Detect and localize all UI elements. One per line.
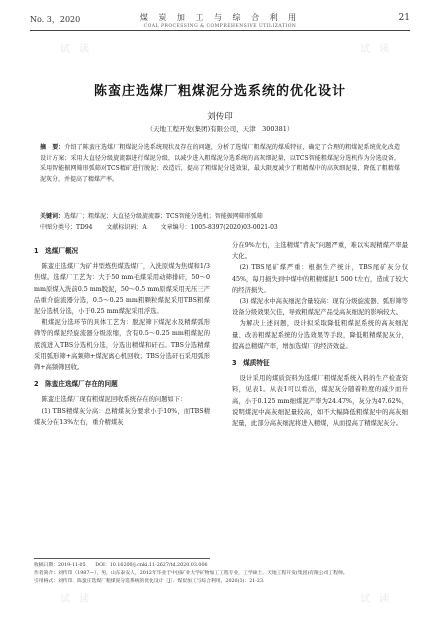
journal-issue: No. 3，2020 [30, 15, 81, 24]
footnote-received: 收稿日期：2019-11-05 DOI：10.16200/j.cnki.11-2627/td.2020.03.006 [34, 563, 208, 568]
footnotes [34, 562, 410, 586]
body-paragraph: 分在9%左右，主选精煤“背灰”问题严重，难以实现精煤产率最大化。 [232, 242, 408, 261]
body-paragraph: (1) TBS精煤灰分高：总精煤灰分要求小于10%，而TBS精煤灰分在13%左右，重介精煤灰 [34, 407, 210, 426]
keywords-label: 关键词： [40, 213, 65, 220]
left-column [34, 240, 210, 428]
body-paragraph: 陈蛮庄选煤厂现有粗煤泥回收系统存在的问题如下： [41, 396, 187, 404]
body-paragraph: 为解决上述问题，设计拟采取降低粗煤泥系统的高灰细泥量、改善粗煤泥系统的分选效果等手段，降低粗精煤泥灰分，提高总精煤产率，增加选煤厂的经济效益。 [232, 320, 408, 350]
body-paragraph: 陈蛮庄选煤厂为矿井型炼焦煤选煤厂，入洗原煤为焦煤和1/3焦煤。选煤厂工艺为：大于50 mm毛煤采用动筛排矸，50～0 mm原煤入洗前0.5 mm脱泥，50～0.5 mm原煤采用无压三产品重介旋流器分选，0.5～0.25 mm粗颗粒煤泥采用TBS粗煤泥分选机分选，小于0.25 mm煤泥采用浮选。 [34, 263, 210, 316]
footnote-author-bio: 作者简介：刘传印（1987—），男，山东泰安人，2012年毕业于中国矿业大学矿物加工工程专业，工学硕士，天地工程开发(集团)有限公司工程师。 [34, 571, 348, 576]
right-column [232, 240, 408, 429]
watermark: 试 读 [360, 44, 393, 55]
page-number: 21 [398, 13, 410, 23]
body-paragraph: 设计采用的煤质资料为选煤厂粗煤泥系统入料的生产检查资料，见表1。从表1可以看出，煤泥灰分随着粒度的减少而升高，小于0.125 mm细煤泥产率为24.47%，灰分为47.62%，说明煤泥中高灰细泥量较高，如不大幅降低粗煤泥中的高灰细泥量，此部分高灰细泥将进入精煤，从而提高了精煤泥灰分。 [232, 375, 408, 428]
article-affiliation: （天地工程开发(集团)有限公司，天津 300381） [146, 125, 294, 133]
header-rule [30, 30, 410, 31]
section-heading: 1 选煤厂概况 [34, 247, 79, 255]
article-meta [40, 222, 400, 231]
body-paragraph: (2) TBS尾矿煤严重：根据生产统计，TBS尾矿灰分仅45%，每月损失到中煤中的粗精煤泥1 500 t左右，造成了较大的经济损失。 [232, 264, 408, 294]
section-heading: 3 煤质特征 [232, 359, 270, 368]
keywords-text: 选煤厂；粗煤泥；大直径分级旋流器；TCS智能分选机；智能振网筛形弧筛 [64, 213, 263, 220]
journal-name-en: COAL PROCESSING & COMPREHENSIVE UTILIZATION [143, 24, 297, 29]
keywords [40, 211, 400, 220]
body-paragraph: 粗煤泥分选环节的具体工艺为：脱泥筛下煤泥水及精煤弧形筛等的煤泥经旋流器分级浓缩，含有0.5～0.25 mm粗煤泥的底流进入TBS分选机分选，分选出精煤和矸石。TBS分选精煤采用弧形筛+高频筛+煤泥离心机回收；TBS分选矸石采用弧形筛+高频筛回收。 [34, 319, 210, 372]
watermark: 试 读 [60, 44, 93, 55]
abstract-label: 摘 要： [40, 144, 65, 151]
footnote-citation: 引用格式：刘传印．陈蛮庄选煤厂粗煤泥分选系统的优化设计［J］．煤炭加工与综合利用，2020(3)：21-23. [34, 579, 265, 584]
journal-header [0, 12, 440, 29]
watermark: 试 读 [360, 594, 393, 605]
clc-number: 中图分类号：TD94 [40, 224, 93, 231]
article-id: 文章编号：1005-8397(2020)03-0021-03 [160, 224, 278, 231]
body-paragraph: (3) 煤泥水中高灰细泥含量较高：现有分级旋流器、弧形筛等设备分级效果欠佳，导致粗煤泥产品受高灰细泥的影响较大。 [232, 298, 408, 317]
section-heading: 2 陈蛮庄选煤厂存在的问题 [34, 380, 118, 389]
journal-name-cn: 煤 炭 加 工 与 综 合 利 用 [139, 13, 301, 22]
footnote-rule [34, 558, 210, 559]
document-code: 文献标识码：A [106, 224, 147, 231]
abstract-text: 介绍了陈蛮庄选煤厂粗煤泥分选系统现状及存在的问题，分析了选煤厂粗煤泥的煤质特征，确定了合理的粗煤泥系统优化改造设计方案；采用大直径分级旋流器进行煤泥分级，以减少进入粗煤泥分选系统的高灰细泥量，以TCS智能粗煤泥分选机作为分选设备，采用智能振网筛形弧筛对TCS精矿进行脱泥；改造后，提高了粗煤泥分选效果，最大限度减少了粗精煤中的高灰细泥量，降低了粗精煤泥灰分，并提高了精煤产率。 [40, 144, 400, 183]
article-author: 刘传印 [207, 112, 233, 122]
article-title: 陈蛮庄选煤厂粗煤泥分选系统的优化设计 [93, 84, 346, 99]
abstract [40, 143, 400, 185]
watermark: 试 读 [60, 594, 93, 605]
